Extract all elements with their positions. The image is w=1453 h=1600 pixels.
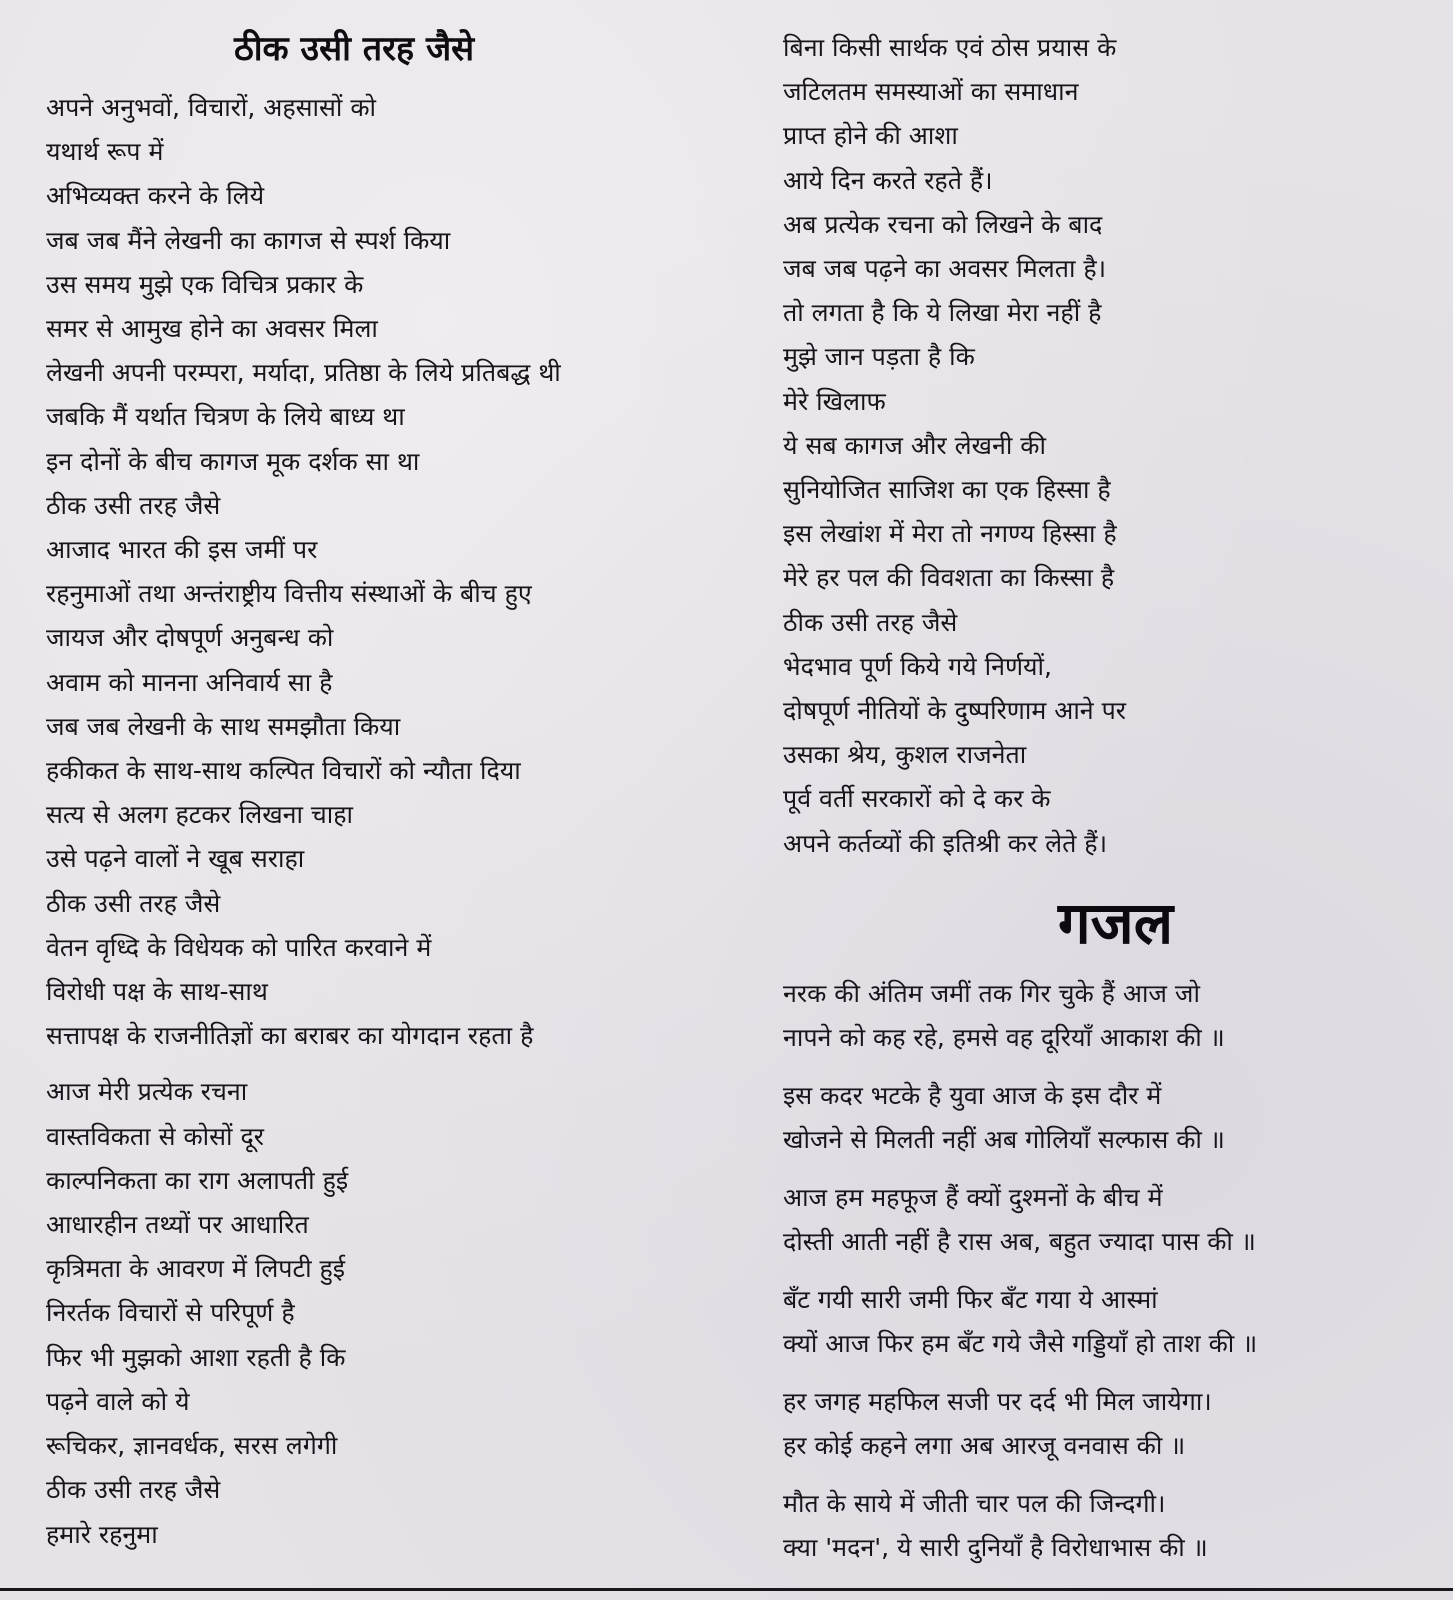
poem-line: निरर्तक विचारों से परिपूर्ण है: [46, 1298, 295, 1328]
ghazal-couplet: [783, 972, 1423, 1060]
poem-line: ये सब कागज और लेखनी की: [783, 430, 1046, 460]
poem-line: सत्तापक्ष के राजनीतिज्ञों का बराबर का योगदान रहता है: [46, 1021, 534, 1051]
poem-line: मेरे खिलाफ: [783, 386, 886, 416]
poem-line: प्राप्त होने की आशा: [783, 121, 958, 151]
poem-line: अपने अनुभवों, विचारों, अहसासों को: [46, 93, 377, 122]
ghazal-couplet: [783, 1380, 1423, 1468]
poem-line: जायज और दोषपूर्ण अनुबन्ध को: [46, 623, 334, 653]
poem-line: उसे पढ़ने वालों ने खूब सराहा: [46, 844, 305, 874]
poem-line: दोषपूर्ण नीतियों के दुष्परिणाम आने पर: [783, 696, 1127, 726]
ghazal-couplet: [783, 1074, 1423, 1162]
poem-line: आधारहीन तथ्यों पर आधारित: [46, 1210, 309, 1240]
poem-line: सुनियोजित साजिश का एक हिस्सा है: [783, 475, 1111, 505]
ghazal-couplet: [783, 1176, 1423, 1264]
poem-line: उस समय मुझे एक विचित्र प्रकार के: [46, 269, 364, 299]
poem-line: ठीक उसी तरह जैसे: [46, 888, 221, 918]
ghazal-couplet: [783, 1482, 1423, 1570]
right-poem-continuation: [783, 26, 1423, 866]
couplet-line: इस कदर भटके है युवा आज के इस दौर में: [783, 1080, 1162, 1110]
poem-line: बिना किसी सार्थक एवं ठोस प्रयास के: [783, 33, 1117, 62]
poem-line: भेदभाव पूर्ण किये गये निर्णयों,: [783, 651, 1052, 681]
stanza-gap: [46, 1058, 726, 1070]
poem-line: हकीकत के साथ-साथ कल्पित विचारों को न्यौता दिया: [46, 756, 521, 786]
poem-line: इस लेखांश में मेरा तो नगण्य हिस्सा है: [783, 519, 1117, 549]
poem-line: ठीक उसी तरह जैसे: [46, 1475, 221, 1505]
poem-line: विरोधी पक्ष के साथ-साथ: [46, 977, 268, 1007]
poem-line: इन दोनों के बीच कागज मूक दर्शक सा था: [46, 446, 420, 476]
poem-line: उसका श्रेय, कुशल राजनेता: [783, 740, 1027, 770]
poem-line: रूचिकर, ज्ञानवर्धक, सरस लगेगी: [46, 1431, 338, 1461]
right-column: [783, 26, 1423, 1570]
left-stanza-1: [46, 86, 726, 1058]
poem-line: मेरे हर पल की विवशता का किस्सा है: [783, 563, 1115, 593]
poem-line: जबकि मैं यर्थात चित्रण के लिये बाध्य था: [46, 402, 405, 432]
poem-line: आज मेरी प्रत्येक रचना: [46, 1077, 248, 1107]
poem-line: आजाद भारत की इस जमीं पर: [46, 535, 318, 565]
poem-line: आये दिन करते रहते हैं।: [783, 165, 993, 195]
couplet-line: क्या 'मदन', ये सारी दुनियाँ है विरोधाभास की ॥: [783, 1532, 1208, 1562]
poem-line: मुझे जान पड़ता है कि: [783, 342, 975, 372]
left-stanza-2: [46, 1070, 726, 1556]
poem-line: फिर भी मुझको आशा रहती है कि: [46, 1342, 346, 1372]
poem-line: अभिव्यक्त करने के लिये: [46, 181, 265, 211]
poem-line: ठीक उसी तरह जैसे: [46, 490, 221, 520]
couplet-line: आज हम महफूज हैं क्यों दुश्मनों के बीच में: [783, 1182, 1163, 1212]
left-column: [46, 26, 726, 1557]
poem-line: अपने कर्तव्यों की इतिश्री कर लेते हैं।: [783, 828, 1108, 858]
poem-line: यथार्थ रूप में: [46, 137, 164, 167]
poem-line: तो लगता है कि ये लिखा मेरा नहीं है: [783, 298, 1102, 328]
ghazal-title: गजल: [1058, 888, 1174, 957]
poem-line: वास्तविकता से कोसों दूर: [46, 1121, 264, 1151]
couplet-line: बँट गयी सारी जमी फिर बँट गया ये आस्मां: [783, 1284, 1158, 1314]
poem-line: हमारे रहनुमा: [46, 1519, 158, 1549]
couplet-line: खोजने से मिलती नहीं अब गोलियाँ सल्फास की ॥: [783, 1124, 1225, 1154]
poem-line: समर से आमुख होने का अवसर मिला: [46, 314, 378, 344]
poem-line: जब जब पढ़ने का अवसर मिलता है।: [783, 254, 1107, 284]
poem-line: ठीक उसी तरह जैसे: [783, 607, 958, 637]
poem-line: कृत्रिमता के आवरण में लिपटी हुई: [46, 1254, 346, 1284]
poem-line: जब जब मैंने लेखनी का कागज से स्पर्श किया: [46, 225, 451, 255]
poem-line: लेखनी अपनी परम्परा, मर्यादा, प्रतिष्ठा के लिये प्रतिबद्ध थी: [46, 358, 561, 388]
poem-line: पूर्व वर्ती सरकारों को दे कर के: [783, 784, 1051, 814]
ghazal-couplet: [783, 1278, 1423, 1366]
poem-line: जब जब लेखनी के साथ समझौता किया: [46, 711, 401, 741]
poem-line: रहनुमाओं तथा अन्तंराष्ट्रीय वित्तीय संस्थाओं के बीच हुए: [46, 579, 532, 609]
couplet-line: क्यों आज फिर हम बँट गये जैसे गड्डियाँ हो ताश की ॥: [783, 1328, 1258, 1358]
poem-line: अब प्रत्येक रचना को लिखने के बाद: [783, 209, 1103, 239]
poem-line: पढ़ने वाले को ये: [46, 1386, 190, 1416]
couplet-line: मौत के साये में जीती चार पल की जिन्दगी।: [783, 1488, 1166, 1518]
bottom-rule: [0, 1588, 1453, 1591]
poem-line: जटिलतम समस्याओं का समाधान: [783, 77, 1079, 107]
couplet-line: हर कोई कहने लगा अब आरजू वनवास की ॥: [783, 1430, 1186, 1460]
couplet-line: हर जगह महफिल सजी पर दर्द भी मिल जायेगा।: [783, 1386, 1212, 1416]
poem-line: अवाम को मानना अनिवार्य सा है: [46, 667, 333, 697]
poem-line: सत्य से अलग हटकर लिखना चाहा: [46, 800, 354, 830]
couplet-line: दोस्ती आती नहीं है रास अब, बहुत ज्यादा पास की ॥: [783, 1226, 1256, 1256]
poem-title: ठीक उसी तरह जैसे: [234, 29, 475, 69]
couplet-line: नापने को कह रहे, हमसे वह दूरियाँ आकाश की ॥: [783, 1022, 1225, 1052]
couplet-line: नरक की अंतिम जमीं तक गिर चुके हैं आज जो: [783, 978, 1200, 1008]
poem-line: वेतन वृध्दि के विधेयक को पारित करवाने में: [46, 932, 432, 962]
poem-line: काल्पनिकता का राग अलापती हुई: [46, 1165, 349, 1195]
